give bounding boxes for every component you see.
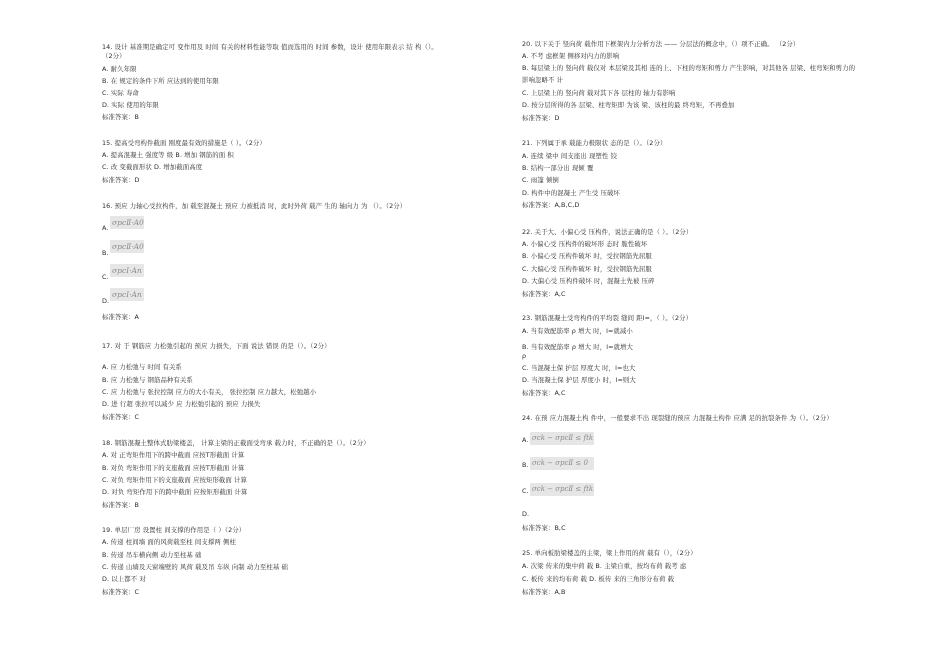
right-line-1: A. 不考 虑框架 侧移对内力的影响 [522,52,620,60]
right-line-3: 影响忽略不 计 [522,76,564,84]
left-line-9: C. 改 变截面形状 D. 增加截面高度 [102,163,203,171]
right-line-33: A. 次梁 传来的集中荷 载 B. 主梁自重，按均布荷 载考 虑 [522,562,687,570]
right-line-13: 22. 关于大、小偏心受 压构件，说法正确的是（ ）。（2分） [522,228,693,236]
left-line-13: B. [102,249,109,257]
left-line-34: 标准答案：C [102,588,140,596]
right-line-5: D. 按分层所得的各 层梁、柱弯矩即 为该 梁、该柱的最 终弯矩，不再叠加 [522,101,735,109]
left-line-25: B. 对负 弯矩作用下的支座截面 应按T形截面 计算 [102,464,245,472]
left-formula-image-1: σpcⅡ·A0 [112,242,144,251]
left-line-3: B. 在 规定的条件下所 应达到的使用年限 [102,77,219,85]
right-line-31: 标准答案：B,C [522,524,566,532]
left-line-1: （2分） [102,52,126,60]
left-line-31: B. 传递 吊车横向侧 动力至柱基 础 [102,551,202,559]
right-line-19: 23. 钢筋混凝土受弯构件的平均裂 缝间 距l=，（ ）。（2分） [522,314,693,322]
left-formula-image-3: σpcⅠ·An [110,288,144,301]
left-line-30: A. 传递 柱间墙 面的风荷载至柱 间支撑两 侧柱 [102,538,236,546]
right-line-7: 21. 下列属于承 载能力极限状 态的是（）。（2分） [522,139,667,147]
right-line-20: A. 当有效配筋率 ρ 增大 时，l=就减小 [522,327,633,335]
left-line-0: 14. 设计 基准期是确定可 变作用及 时间 有关的材料性能等取 值而选用的 时间 参数，设计 使用年限表示 结 构（）。 [102,43,438,51]
left-line-24: A. 对 正弯矩作用下的跨中截面 应按T形截面 计算 [102,451,245,459]
right-line-26: 24. 在预 应力混凝土构 件中，一般要求不出 现裂缝的预应 力混凝土构件 应满 足的抗裂条件 为（）。（2分） [522,414,833,422]
right-line-8: A. 连续 梁中 间支座出 现塑性 铰 [522,152,618,160]
right-line-16: C. 大偏心受 压构件破坏 时，受拉钢筋先屈服 [522,265,652,273]
right-line-23: C. 当混凝土保 护层 厚度大 时，l=也大 [522,364,636,372]
left-line-5: D. 实际 使用的年限 [102,101,159,109]
left-line-28: 标准答案：B [102,501,139,509]
left-line-19: B. 应 力松弛与 钢筋品种有关系 [102,376,193,384]
right-line-14: A. 小偏心受 压构件的破坏形 态时 脆性破坏 [522,240,648,248]
right-line-10: C. 雨篷 倾倒 [522,176,559,184]
left-line-21: D. 进 行超 张拉可以减少 应 力松弛引起的 预应 力损失 [102,400,261,408]
left-line-20: C. 应 力松弛与 张拉控制 应力的大小有关， 张拉控制 应力越大，松弛越小 [102,388,317,396]
right-line-27: A. [522,436,529,444]
right-line-22: ρ [522,352,527,360]
right-line-4: C. 上层梁上的 竖向荷 载对其下各 层柱的 轴力有影响 [522,89,676,97]
left-line-17: 17. 对 于 钢筋应 力松弛引起的 预应 力损失，下面 说法 错误 的是（）。（2分） [102,342,331,350]
left-line-16: 标准答案：A [102,313,139,321]
right-line-11: D. 构件中的混凝土 产生受 压破坏 [522,189,620,197]
left-line-4: C. 实际 寿命 [102,89,139,97]
left-line-29: 19. 单层厂房 设置柱 间支撑的作用是（ ）（2分） [102,526,246,534]
right-formula-image-2: σck − σpcⅡ ≤ ftk [530,483,594,496]
left-line-18: A. 应 力松弛与 时间 有关系 [102,363,182,371]
left-line-22: 标准答案：C [102,413,140,421]
right-line-9: B. 结构一部分出 现倾 覆 [522,164,594,172]
left-line-26: C. 对负 弯矩作用下的支座截面 应按矩形截面 计算 [102,476,248,484]
right-line-25: 标准答案：A,C [522,389,566,397]
left-formula-image-0: σpcⅡ·A0 [112,218,144,227]
left-line-12: A. [102,224,109,232]
right-line-24: D. 当混凝土保 护层 厚度小 时，l=则大 [522,376,636,384]
right-line-15: B. 小偏心受 压构件破坏 时，受拉钢筋先屈服 [522,252,652,260]
left-line-27: D. 对负 弯矩作用下的跨中截面 应按矩形截面 计算 [102,488,248,496]
left-line-8: A. 提高混凝土 强度等 级 B. 增加 钢筋的面 积 [102,151,234,159]
left-line-23: 18. 钢筋混凝土整体式肋梁楼盖， 计算主梁的正截面受弯承 载力时，不正确的是（）。（2分） [102,439,370,447]
right-line-32: 25. 单向板肋梁楼盖的主梁，梁上作用的荷 载有（），（2分） [522,549,697,557]
right-line-30: D. [522,510,530,518]
left-line-10: 标准答案：D [102,176,140,184]
left-line-14: C. [102,273,109,281]
right-line-18: 标准答案：A,C [522,290,566,298]
right-formula-image-0: σck − σpcⅡ ≤ ftk [530,432,594,445]
left-line-33: D. 以上都不 对 [102,575,146,583]
left-line-15: D. [102,297,110,305]
right-line-2: B. 每层梁上的 竖向荷 载仅对 本层梁及其相 连的上、下柱的弯矩和剪力 产生影响，对其他各 层梁、柱弯矩和剪力的 [522,64,856,72]
right-line-35: 标准答案：A,B [522,588,566,596]
right-line-12: 标准答案：A,B,C,D [522,201,580,209]
left-line-11: 16. 预应 力轴心受拉构件，加 载至混凝土 预应 力被抵消 时，此时外荷 载产 生的 轴向力 为 （）。（2分） [102,202,407,210]
right-line-6: 标准答案：D [522,114,560,122]
left-line-2: A. 耐久年限 [102,65,137,73]
right-line-29: C. [522,487,529,495]
right-line-21: B. 当有效配筋率 ρ 增大 时，l=就增大 [522,343,634,351]
left-formula-image-2: σpcⅠ·An [110,264,144,277]
right-line-17: D. 大偏心受 压构件破坏 时，混凝土先被 压碎 [522,277,655,285]
right-line-28: B. [522,461,529,469]
right-line-0: 20. 以下关于 竖向荷 载作用下框架内力分析方法 —— 分层法的概念中，（）项不正确。 （2分） [522,40,800,48]
left-line-32: C. 传递 山墙及天窗端壁的 风荷 载及吊 车纵 向制 动力至柱基 础 [102,563,289,571]
right-formula-image-1: σck − σpcⅡ ≤ 0 [530,457,594,470]
left-line-6: 标准答案：B [102,113,139,121]
left-line-7: 15. 提高受弯构件截面 刚度最有效的措施是（ ）。（2分） [102,139,266,147]
right-line-34: C. 板传 来的均布荷 载 D. 板传 来的三角形分布荷 载 [522,575,675,583]
